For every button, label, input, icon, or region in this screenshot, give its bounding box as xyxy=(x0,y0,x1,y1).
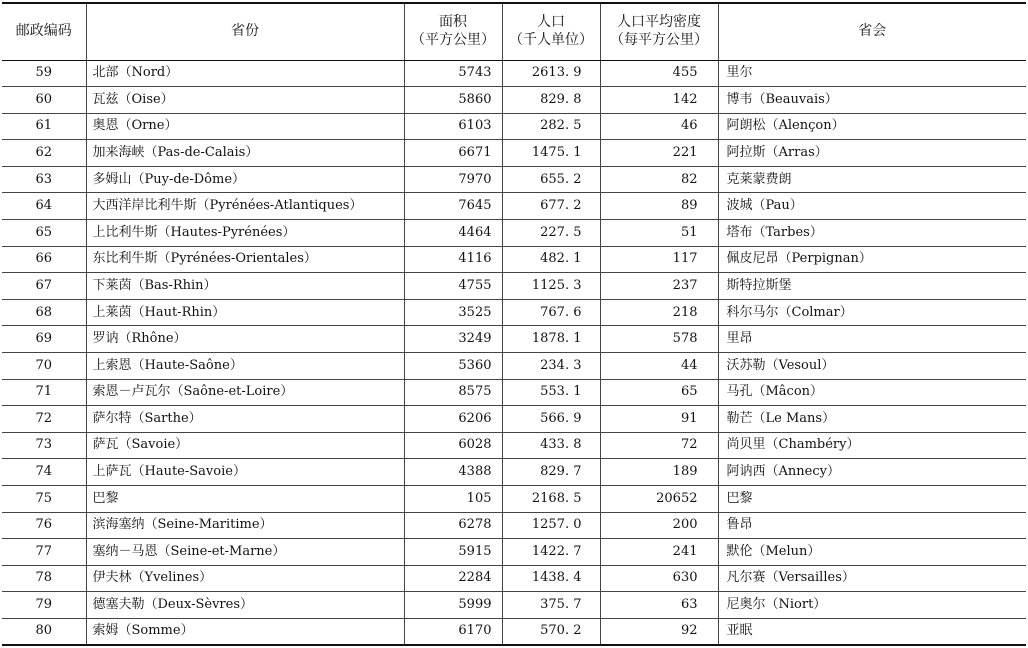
cell-capital: 亚眠 xyxy=(718,618,1026,645)
header-population-line1: 人口 xyxy=(537,14,565,31)
cell-code: 73 xyxy=(2,432,86,459)
cell-area: 5360 xyxy=(404,353,502,380)
cell-province: 瓦兹（Oise） xyxy=(86,87,404,114)
cell-population: 655. 2 xyxy=(502,166,600,193)
table-row xyxy=(2,592,1026,619)
table-row xyxy=(2,618,1026,645)
cell-capital: 克莱蒙费朗 xyxy=(718,166,1026,193)
cell-code: 61 xyxy=(2,113,86,140)
cell-population: 234. 3 xyxy=(502,353,600,380)
table-container xyxy=(2,2,1026,646)
cell-code: 66 xyxy=(2,246,86,273)
cell-province: 萨尔特（Sarthe） xyxy=(86,406,404,433)
cell-population: 227. 5 xyxy=(502,220,600,247)
table-row xyxy=(2,273,1026,300)
cell-code: 77 xyxy=(2,539,86,566)
cell-capital: 博韦（Beauvais） xyxy=(718,87,1026,114)
cell-province: 北部（Nord） xyxy=(86,60,404,87)
cell-province: 巴黎 xyxy=(86,486,404,513)
table-row xyxy=(2,326,1026,353)
cell-province: 萨瓦（Savoie） xyxy=(86,432,404,459)
cell-capital: 里昂 xyxy=(718,326,1026,353)
cell-capital: 波城（Pau） xyxy=(718,193,1026,220)
cell-province: 东比利牛斯（Pyrénées-Orientales） xyxy=(86,246,404,273)
cell-population: 1125. 3 xyxy=(502,273,600,300)
cell-density: 200 xyxy=(600,512,718,539)
cell-density: 455 xyxy=(600,60,718,87)
cell-population: 433. 8 xyxy=(502,432,600,459)
cell-population: 282. 5 xyxy=(502,113,600,140)
cell-population: 375. 7 xyxy=(502,592,600,619)
cell-population: 1438. 4 xyxy=(502,565,600,592)
cell-province: 大西洋岸比利牛斯（Pyrénées-Atlantiques） xyxy=(86,193,404,220)
header-population-line2: （千人单位） xyxy=(509,31,593,48)
table-row xyxy=(2,486,1026,513)
department-table xyxy=(2,2,1026,646)
cell-density: 142 xyxy=(600,87,718,114)
cell-density: 241 xyxy=(600,539,718,566)
cell-area: 5860 xyxy=(404,87,502,114)
cell-area: 4755 xyxy=(404,273,502,300)
cell-code: 71 xyxy=(2,379,86,406)
cell-code: 68 xyxy=(2,299,86,326)
cell-province: 罗讷（Rhône） xyxy=(86,326,404,353)
table-row xyxy=(2,193,1026,220)
cell-capital: 斯特拉斯堡 xyxy=(718,273,1026,300)
cell-density: 117 xyxy=(600,246,718,273)
cell-capital: 尚贝里（Chambéry） xyxy=(718,432,1026,459)
cell-capital: 尼奥尔（Niort） xyxy=(718,592,1026,619)
table-body xyxy=(2,60,1026,645)
cell-province: 滨海塞纳（Seine-Maritime） xyxy=(86,512,404,539)
cell-province: 加来海峡（Pas-de-Calais） xyxy=(86,140,404,167)
cell-area: 6170 xyxy=(404,618,502,645)
cell-code: 76 xyxy=(2,512,86,539)
cell-population: 829. 8 xyxy=(502,87,600,114)
cell-population: 553. 1 xyxy=(502,379,600,406)
cell-area: 2284 xyxy=(404,565,502,592)
cell-population: 566. 9 xyxy=(502,406,600,433)
cell-density: 92 xyxy=(600,618,718,645)
cell-code: 65 xyxy=(2,220,86,247)
cell-code: 64 xyxy=(2,193,86,220)
table-row xyxy=(2,220,1026,247)
cell-capital: 阿拉斯（Arras） xyxy=(718,140,1026,167)
header-density-line2: （每平方公里） xyxy=(610,31,708,48)
table-row xyxy=(2,432,1026,459)
table-row xyxy=(2,299,1026,326)
cell-population: 829. 7 xyxy=(502,459,600,486)
cell-capital: 默伦（Melun） xyxy=(718,539,1026,566)
cell-code: 67 xyxy=(2,273,86,300)
table-row xyxy=(2,353,1026,380)
table-row xyxy=(2,565,1026,592)
cell-population: 570. 2 xyxy=(502,618,600,645)
header-density-line1: 人口平均密度 xyxy=(617,14,701,31)
cell-population: 482. 1 xyxy=(502,246,600,273)
cell-density: 65 xyxy=(600,379,718,406)
cell-population: 767. 6 xyxy=(502,299,600,326)
header-density xyxy=(600,3,718,60)
header-code: 邮政编码 xyxy=(2,3,86,60)
cell-density: 44 xyxy=(600,353,718,380)
cell-area: 105 xyxy=(404,486,502,513)
cell-population: 2613. 9 xyxy=(502,60,600,87)
cell-density: 46 xyxy=(600,113,718,140)
cell-province: 上比利牛斯（Hautes-Pyrénées） xyxy=(86,220,404,247)
cell-area: 6028 xyxy=(404,432,502,459)
cell-province: 下莱茵（Bas-Rhin） xyxy=(86,273,404,300)
cell-capital: 塔布（Tarbes） xyxy=(718,220,1026,247)
cell-population: 2168. 5 xyxy=(502,486,600,513)
cell-population: 1422. 7 xyxy=(502,539,600,566)
cell-area: 4116 xyxy=(404,246,502,273)
cell-density: 63 xyxy=(600,592,718,619)
cell-province: 德塞夫勒（Deux-Sèvres） xyxy=(86,592,404,619)
table-header xyxy=(2,3,1026,60)
cell-code: 79 xyxy=(2,592,86,619)
cell-population: 1878. 1 xyxy=(502,326,600,353)
cell-density: 237 xyxy=(600,273,718,300)
cell-area: 7970 xyxy=(404,166,502,193)
cell-density: 51 xyxy=(600,220,718,247)
cell-code: 78 xyxy=(2,565,86,592)
cell-province: 多姆山（Puy-de-Dôme） xyxy=(86,166,404,193)
cell-code: 70 xyxy=(2,353,86,380)
cell-area: 6206 xyxy=(404,406,502,433)
cell-density: 218 xyxy=(600,299,718,326)
cell-province: 上萨瓦（Haute-Savoie） xyxy=(86,459,404,486)
cell-province: 伊夫林（Yvelines） xyxy=(86,565,404,592)
cell-capital: 巴黎 xyxy=(718,486,1026,513)
header-area-line1: 面积 xyxy=(439,14,467,31)
cell-population: 677. 2 xyxy=(502,193,600,220)
cell-capital: 阿讷西（Annecy） xyxy=(718,459,1026,486)
cell-area: 6671 xyxy=(404,140,502,167)
cell-capital: 沃苏勒（Vesoul） xyxy=(718,353,1026,380)
header-capital: 省会 xyxy=(718,3,1026,60)
cell-code: 80 xyxy=(2,618,86,645)
cell-capital: 里尔 xyxy=(718,60,1026,87)
cell-density: 221 xyxy=(600,140,718,167)
header-population xyxy=(502,3,600,60)
cell-density: 630 xyxy=(600,565,718,592)
cell-code: 63 xyxy=(2,166,86,193)
cell-code: 69 xyxy=(2,326,86,353)
cell-population: 1257. 0 xyxy=(502,512,600,539)
cell-area: 4388 xyxy=(404,459,502,486)
cell-code: 72 xyxy=(2,406,86,433)
table-row xyxy=(2,512,1026,539)
cell-area: 5915 xyxy=(404,539,502,566)
cell-area: 4464 xyxy=(404,220,502,247)
cell-code: 60 xyxy=(2,87,86,114)
cell-density: 91 xyxy=(600,406,718,433)
cell-province: 上索恩（Haute-Saône） xyxy=(86,353,404,380)
table-row xyxy=(2,406,1026,433)
table-row xyxy=(2,459,1026,486)
cell-area: 7645 xyxy=(404,193,502,220)
cell-capital: 科尔马尔（Colmar） xyxy=(718,299,1026,326)
cell-capital: 阿朗松（Alençon） xyxy=(718,113,1026,140)
cell-area: 3249 xyxy=(404,326,502,353)
cell-area: 6278 xyxy=(404,512,502,539)
cell-density: 20652 xyxy=(600,486,718,513)
cell-province: 塞纳－马恩（Seine-et-Marne） xyxy=(86,539,404,566)
cell-area: 8575 xyxy=(404,379,502,406)
cell-density: 72 xyxy=(600,432,718,459)
cell-density: 89 xyxy=(600,193,718,220)
cell-code: 59 xyxy=(2,60,86,87)
cell-capital: 凡尔赛（Versailles） xyxy=(718,565,1026,592)
header-area-line2: （平方公里） xyxy=(411,31,495,48)
cell-province: 上莱茵（Haut-Rhin） xyxy=(86,299,404,326)
cell-province: 索恩－卢瓦尔（Saône-et-Loire） xyxy=(86,379,404,406)
cell-capital: 鲁昂 xyxy=(718,512,1026,539)
cell-density: 82 xyxy=(600,166,718,193)
cell-area: 5999 xyxy=(404,592,502,619)
table-row xyxy=(2,166,1026,193)
cell-capital: 勒芒（Le Mans） xyxy=(718,406,1026,433)
cell-province: 奥恩（Orne） xyxy=(86,113,404,140)
table-row xyxy=(2,539,1026,566)
header-area xyxy=(404,3,502,60)
cell-population: 1475. 1 xyxy=(502,140,600,167)
cell-area: 5743 xyxy=(404,60,502,87)
cell-density: 189 xyxy=(600,459,718,486)
header-row xyxy=(2,3,1026,60)
cell-density: 578 xyxy=(600,326,718,353)
table-row xyxy=(2,113,1026,140)
cell-area: 3525 xyxy=(404,299,502,326)
cell-capital: 佩皮尼昂（Perpignan） xyxy=(718,246,1026,273)
cell-code: 62 xyxy=(2,140,86,167)
cell-code: 75 xyxy=(2,486,86,513)
table-row xyxy=(2,87,1026,114)
cell-province: 索姆（Somme） xyxy=(86,618,404,645)
header-province: 省份 xyxy=(86,3,404,60)
table-row xyxy=(2,379,1026,406)
table-row xyxy=(2,140,1026,167)
cell-capital: 马孔（Mâcon） xyxy=(718,379,1026,406)
cell-code: 74 xyxy=(2,459,86,486)
table-row xyxy=(2,246,1026,273)
table-row xyxy=(2,60,1026,87)
cell-area: 6103 xyxy=(404,113,502,140)
